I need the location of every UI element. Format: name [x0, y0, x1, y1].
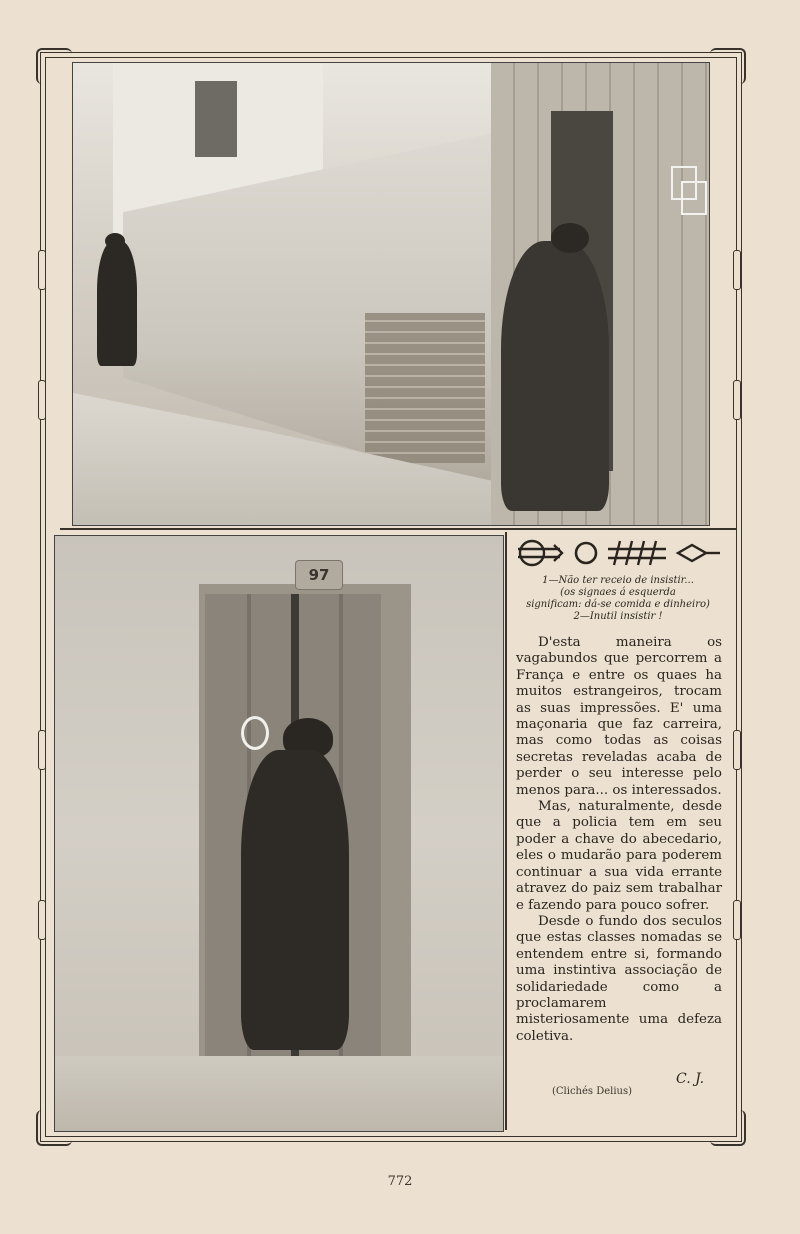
text-column	[512, 535, 726, 1130]
corner-ornament	[36, 48, 72, 84]
boy-figure	[241, 750, 349, 1050]
caption-line: 1—Não ter receio de insistir...	[542, 575, 694, 586]
article-paragraph: Desde o fundo dos seculos que estas classes nomadas se entendem entre si, formando uma instintiva associação de solidariedade como a proclamarem misteriosamente uma defeza coletiva.	[516, 913, 722, 1044]
article-paragraph: D'esta maneira os vagabundos que percorrem a França e entre os quaes ha muitos estrangeiros, trocam as suas impressões. E' uma maçonaria que faz carreira, mas como todas as coisas secretas reveladas acaba de perder o seu interesse pelo menos para... os interessados.	[516, 635, 722, 798]
side-ornament	[38, 250, 46, 290]
side-ornament	[733, 730, 741, 770]
side-ornament	[38, 900, 46, 940]
chalk-mark-square	[681, 181, 707, 215]
author-signature: C. J.	[676, 1071, 705, 1087]
chalk-mark-circle	[241, 716, 269, 750]
door-number-plate: 97	[295, 560, 343, 590]
page-number: 772	[387, 1174, 413, 1189]
man-walking-head	[105, 233, 125, 249]
man-at-gate	[501, 241, 609, 511]
building-window	[195, 81, 237, 157]
caption-line: (os signaes á esquerda	[560, 587, 676, 598]
article-body	[516, 635, 722, 1045]
photo-boy-chalking-door	[54, 535, 504, 1132]
diamond-line-icon	[678, 545, 720, 561]
photo-street-vagabonds	[72, 62, 710, 526]
crossed-circle-arrow-icon	[518, 541, 562, 565]
caption-line: 2—Inutil insistir !	[573, 611, 663, 622]
photo-credit: (Clichés Delius)	[552, 1086, 633, 1097]
circle-icon	[576, 543, 596, 563]
brick-patch	[365, 313, 485, 463]
column-divider	[505, 532, 507, 1130]
side-ornament	[733, 380, 741, 420]
side-ornament	[38, 380, 46, 420]
article-paragraph: Mas, naturalmente, desde que a policia tem em seu poder a chave do abecedario, eles o mudarão para poderem continuar a sua vida errante atravez do paiz sem trabalhar e fazendo para pouco sofrer.	[516, 799, 722, 913]
street-ground	[55, 1056, 503, 1131]
section-divider	[60, 528, 736, 530]
side-ornament	[38, 730, 46, 770]
side-ornament	[733, 900, 741, 940]
hash-marks-icon	[608, 541, 666, 565]
symbols-caption	[512, 575, 724, 623]
man-walking	[97, 241, 137, 366]
caption-line: significam: dá-se comida e dinheiro)	[526, 599, 710, 610]
side-ornament	[733, 250, 741, 290]
vagabond-symbols	[516, 537, 722, 569]
man-at-gate-head	[551, 223, 589, 253]
corner-ornament	[710, 48, 746, 84]
